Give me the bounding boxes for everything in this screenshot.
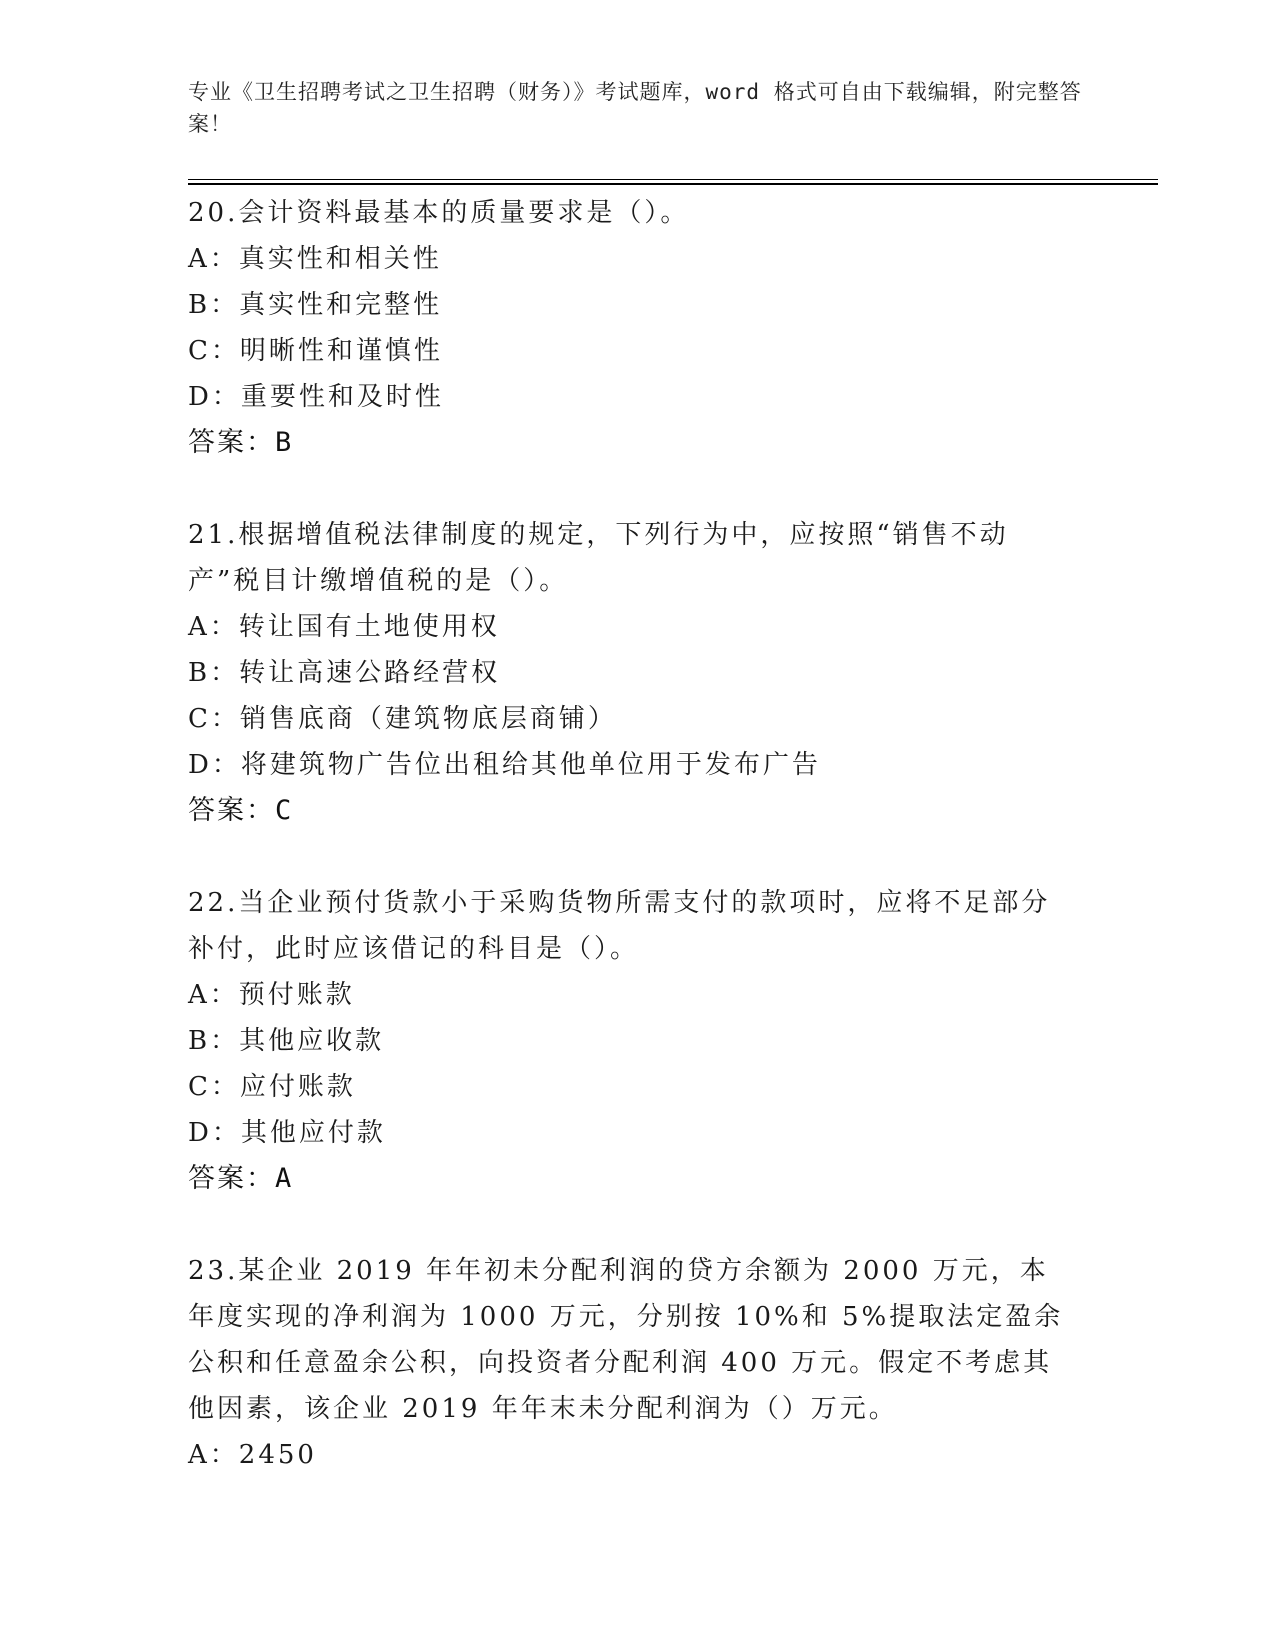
answer-label: 答案： <box>188 427 275 458</box>
option-b: B：真实性和完整性 <box>188 290 443 320</box>
question-20 <box>188 190 1088 466</box>
option-b: B：转让高速公路经营权 <box>188 658 501 688</box>
option-b: B：其他应收款 <box>188 1026 385 1056</box>
option-a: A：预付账款 <box>188 980 355 1010</box>
option-d: D：重要性和及时性 <box>188 382 444 412</box>
option-d: D：其他应付款 <box>188 1118 386 1148</box>
answer-line <box>188 1156 1088 1202</box>
header-divider-thin <box>188 179 1158 180</box>
question-stem: 23.某企业 2019 年年初未分配利润的贷方余额为 2000 万元，本年度实现的净利润为 1000 万元，分别按 10%和 5%提取法定盈余公积和任意盈余公积，向投资者分配利润 400 万元。假定不考虑其他因素，该企业 2019 年年末未分配利润为（）万元。 <box>188 1256 1064 1424</box>
question-22 <box>188 880 1088 1202</box>
answer-value: B <box>275 427 294 458</box>
option-d: D：将建筑物广告位出租给其他单位用于发布广告 <box>188 750 821 780</box>
header-divider-thick <box>188 183 1158 185</box>
question-23 <box>188 1248 1088 1478</box>
option-c: C：明晰性和谨慎性 <box>188 336 443 366</box>
question-stem: 21.根据增值税法律制度的规定，下列行为中，应按照“销售不动产”税目计缴增值税的是（）。 <box>188 520 1009 596</box>
answer-value: A <box>275 1163 294 1194</box>
question-21 <box>188 512 1088 834</box>
option-a: A：真实性和相关性 <box>188 244 442 274</box>
option-a: A：2450 <box>188 1440 317 1470</box>
answer-value: C <box>275 795 294 826</box>
question-stem: 20.会计资料最基本的质量要求是（）。 <box>188 198 690 228</box>
header-text: 专业《卫生招聘考试之卫生招聘（财务）》考试题库，word 格式可自由下载编辑，附完整答案！ <box>188 80 1082 136</box>
question-stem: 22.当企业预付货款小于采购货物所需支付的款项时，应将不足部分补付，此时应该借记的科目是（）。 <box>188 888 1051 964</box>
option-c: C：应付账款 <box>188 1072 356 1102</box>
option-c: C：销售底商（建筑物底层商铺） <box>188 704 617 734</box>
question-list <box>188 190 1088 1524</box>
answer-label: 答案： <box>188 795 275 826</box>
document-header <box>188 76 1088 140</box>
answer-line <box>188 420 1088 466</box>
answer-line <box>188 788 1088 834</box>
option-a: A：转让国有土地使用权 <box>188 612 500 642</box>
answer-label: 答案： <box>188 1163 275 1194</box>
